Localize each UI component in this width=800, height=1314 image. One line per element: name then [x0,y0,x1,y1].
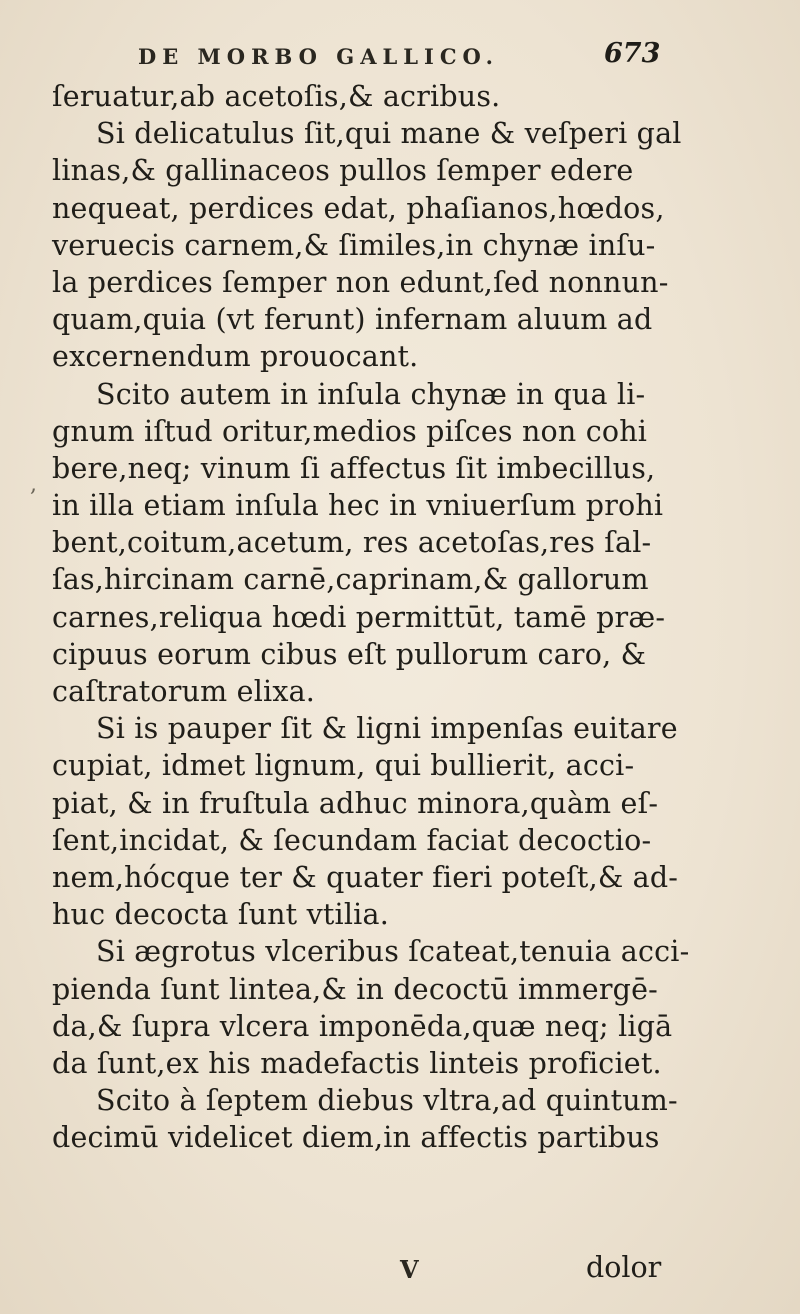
text-line: piat, & in fruſtula adhuc minora,quàm eſ- [52,786,659,820]
page-footer [0,1251,800,1299]
signature-mark: V [400,1255,419,1284]
text-line: quam,quia (vt ferunt) infernam aluum ad [52,303,653,337]
text-line: Si delicatulus ſit,qui mane & veſperi gal [96,117,682,151]
text-line: cupiat, idmet lignum, qui bullierit, acci- [52,749,635,783]
margin-mark: , [30,472,37,497]
page-number: 673 [604,38,661,69]
text-line: la perdices ſemper non edunt,ſed nonnun- [52,265,669,299]
text-line: in illa etiam inſula hec in vniuerſum prohi [52,489,664,523]
text-line: pienda ſunt lintea,& in decoctū immergē- [52,972,659,1006]
text-line: gnum iſtud oritur,medios piſces non cohi [52,414,648,448]
text-line: decimū videlicet diem,in affectis partibus [52,1121,660,1155]
text-line: bere,neq; vinum ſi affectus ſit imbecillus, [52,451,656,485]
text-line: caſtratorum elixa. [52,675,316,708]
text-line: da,& ſupra vlcera imponēda,quæ neq; ligā [52,1009,673,1043]
running-head: DE MORBO GALLICO. [138,44,499,69]
text-line: nem,hócque ter & quater fieri poteſt,& ad- [52,860,679,894]
text-line: ſeruatur,ab acetoſis,& acribus. [52,80,501,113]
text-line: Scito à ſeptem diebus vltra,ad quintum- [96,1084,678,1118]
text-line: carnes,reliqua hœdi permittūt, tamē præ- [52,600,666,634]
text-line: da ſunt,ex his madefactis linteis proficiet. [52,1046,662,1080]
text-line: Si is pauper ſit & ligni impenſas euitare [96,712,678,746]
text-line: Scito autem in inſula chynæ in qua li- [96,377,646,411]
text-line: ſas,hircinam carnē,caprinam,& gallorum [52,563,649,597]
text-line: Si ægrotus vlceribus ſcateat,tenuia acci- [96,935,690,969]
text-line: ſent,incidat, & ſecundam faciat decoctio- [52,823,652,857]
page-header [0,34,800,82]
body-text [52,78,692,1156]
text-line: cipuus eorum cibus eſt pullorum caro, & [52,637,647,671]
text-line: veruecis carnem,& ſimiles,in chynæ inſu- [52,228,656,262]
text-line: huc decocta ſunt vtilia. [52,898,389,932]
catchword: dolor [586,1251,662,1284]
text-line: bent,coitum,acetum, res acetoſas,res ſal- [52,526,652,560]
text-line: excernendum prouocant. [52,340,419,374]
text-line: linas,& gallinaceos pullos ſemper edere [52,154,634,188]
text-line: nequeat, perdices edat, phaſianos,hœdos, [52,191,665,225]
